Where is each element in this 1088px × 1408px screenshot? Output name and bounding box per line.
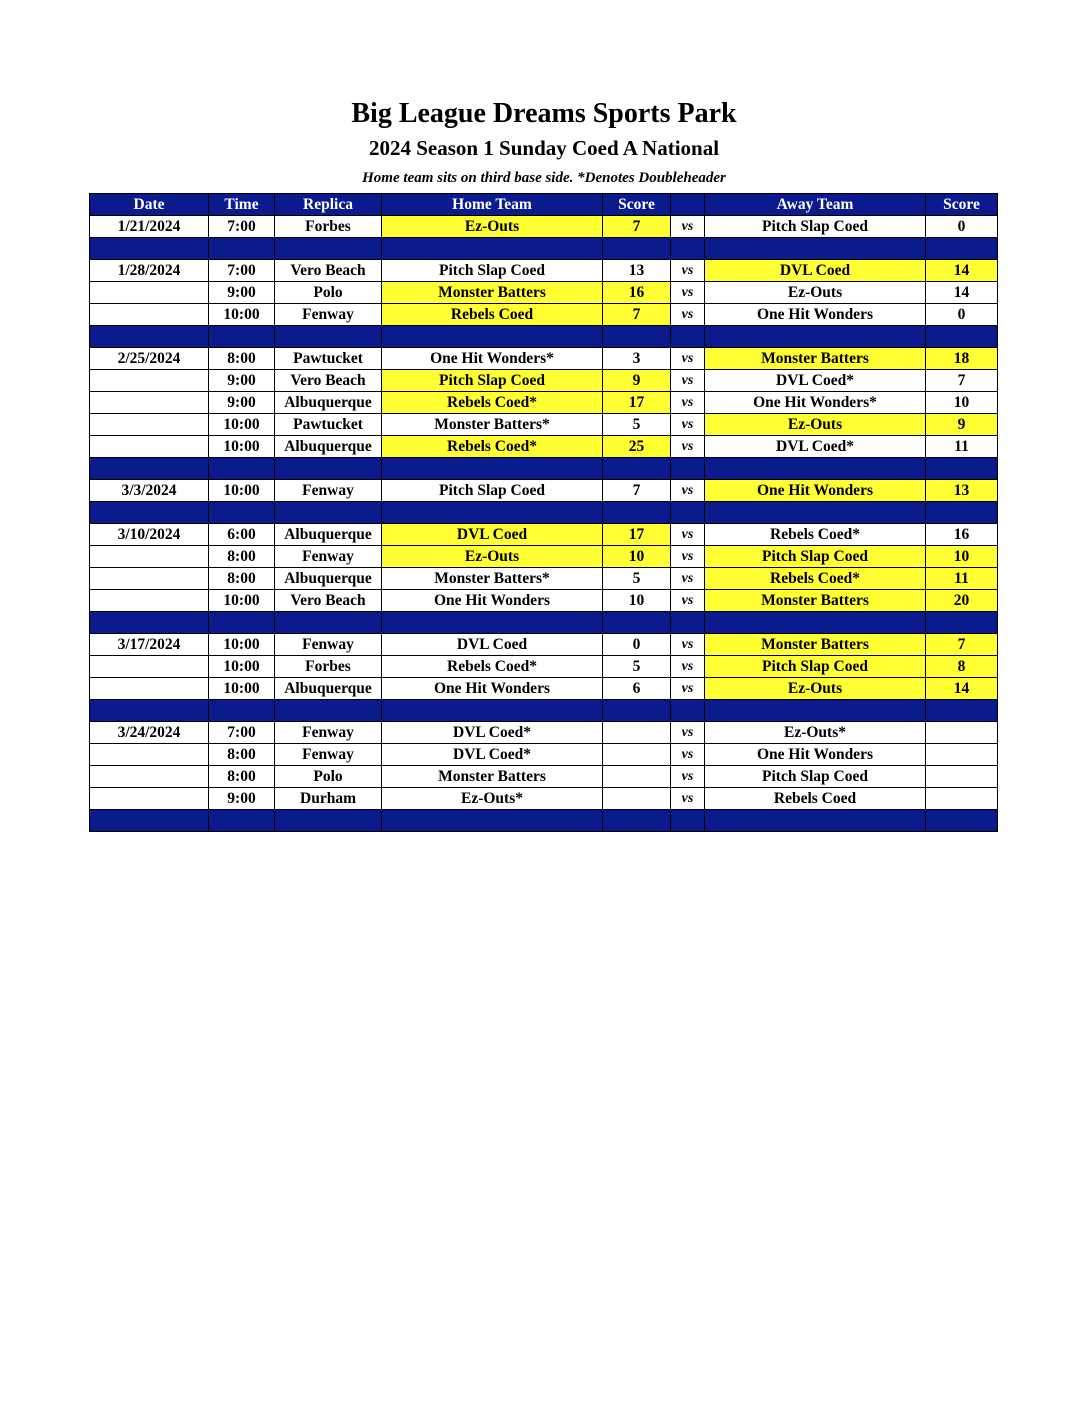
spacer-cell [275,502,382,524]
vs-cell: vs [671,216,705,238]
page-title: Big League Dreams Sports Park [351,98,737,129]
vs-cell: vs [671,590,705,612]
time-cell: 8:00 [209,744,275,766]
away-score-cell [926,722,998,744]
spacer-cell [382,326,603,348]
vs-cell: vs [671,480,705,502]
spacer-cell [603,700,671,722]
spacer-cell [603,612,671,634]
table-row [90,568,998,590]
time-cell: 7:00 [209,722,275,744]
col-header-replica: Replica [275,194,382,216]
time-cell: 7:00 [209,260,275,282]
time-cell: 10:00 [209,436,275,458]
date-cell [90,656,209,678]
page-subtitle: 2024 Season 1 Sunday Coed A National [368,136,720,160]
away-team-cell: DVL Coed* [705,436,926,458]
replica-cell: Pawtucket [275,414,382,436]
home-score-cell: 7 [603,216,671,238]
vs-cell: vs [671,304,705,326]
spacer-cell [382,238,603,260]
away-score-cell: 10 [926,546,998,568]
spacer-cell [275,458,382,480]
time-cell: 8:00 [209,546,275,568]
table-row [90,722,998,744]
home-score-cell: 25 [603,436,671,458]
date-cell: 3/17/2024 [90,634,209,656]
away-score-cell: 0 [926,304,998,326]
date-cell [90,546,209,568]
schedule-body [90,216,998,832]
date-cell [90,436,209,458]
spacer-row [90,238,998,260]
away-score-cell [926,744,998,766]
vs-cell: vs [671,788,705,810]
replica-cell: Pawtucket [275,348,382,370]
spacer-cell [671,326,705,348]
time-cell: 7:00 [209,216,275,238]
date-cell [90,568,209,590]
spacer-cell [926,612,998,634]
replica-cell: Fenway [275,480,382,502]
away-score-cell: 14 [926,260,998,282]
away-team-cell: Pitch Slap Coed [705,766,926,788]
home-score-cell: 10 [603,590,671,612]
time-cell: 10:00 [209,414,275,436]
home-team-cell: Monster Batters [382,766,603,788]
away-team-cell: DVL Coed* [705,370,926,392]
home-score-cell: 3 [603,348,671,370]
spacer-cell [671,502,705,524]
away-score-cell: 14 [926,678,998,700]
date-cell: 1/21/2024 [90,216,209,238]
home-score-cell: 13 [603,260,671,282]
spacer-row [90,700,998,722]
spacer-cell [705,700,926,722]
table-row [90,524,998,546]
home-team-cell: One Hit Wonders [382,590,603,612]
away-team-cell: Pitch Slap Coed [705,216,926,238]
home-team-cell: Rebels Coed [382,304,603,326]
spacer-cell [705,458,926,480]
away-team-cell: Monster Batters [705,348,926,370]
table-header-row [90,194,998,216]
spacer-cell [926,458,998,480]
spacer-cell [671,458,705,480]
home-team-cell: Monster Batters [382,282,603,304]
replica-cell: Fenway [275,304,382,326]
away-team-cell: DVL Coed [705,260,926,282]
home-score-cell: 7 [603,480,671,502]
table-row [90,414,998,436]
table-row [90,392,998,414]
col-header-date: Date [90,194,209,216]
col-header-away-score: Score [926,194,998,216]
vs-cell: vs [671,392,705,414]
spacer-cell [209,326,275,348]
spacer-cell [209,612,275,634]
away-score-cell: 7 [926,634,998,656]
home-team-cell: Rebels Coed* [382,392,603,414]
spacer-cell [603,502,671,524]
away-score-cell [926,788,998,810]
home-team-cell: Rebels Coed* [382,656,603,678]
table-row [90,634,998,656]
replica-cell: Albuquerque [275,678,382,700]
home-score-cell: 17 [603,392,671,414]
table-row [90,656,998,678]
home-score-cell: 9 [603,370,671,392]
date-cell [90,744,209,766]
away-score-cell [926,766,998,788]
spacer-cell [209,502,275,524]
spacer-cell [926,810,998,832]
home-score-cell: 10 [603,546,671,568]
spacer-cell [382,502,603,524]
replica-cell: Albuquerque [275,524,382,546]
spacer-cell [90,458,209,480]
col-header-time: Time [209,194,275,216]
home-score-cell [603,788,671,810]
vs-cell: vs [671,370,705,392]
away-team-cell: One Hit Wonders [705,304,926,326]
spacer-cell [275,612,382,634]
vs-cell: vs [671,678,705,700]
home-score-cell: 5 [603,656,671,678]
table-row [90,370,998,392]
replica-cell: Albuquerque [275,568,382,590]
vs-cell: vs [671,766,705,788]
vs-cell: vs [671,568,705,590]
away-score-cell: 11 [926,436,998,458]
col-header-home-score: Score [603,194,671,216]
replica-cell: Fenway [275,634,382,656]
replica-cell: Albuquerque [275,392,382,414]
spacer-row [90,810,998,832]
date-cell: 3/3/2024 [90,480,209,502]
date-cell [90,392,209,414]
home-score-cell: 17 [603,524,671,546]
col-header-away-team: Away Team [705,194,926,216]
spacer-cell [671,700,705,722]
table-row [90,678,998,700]
home-team-cell: One Hit Wonders [382,678,603,700]
spacer-cell [705,238,926,260]
time-cell: 8:00 [209,766,275,788]
spacer-cell [603,810,671,832]
away-team-cell: Ez-Outs* [705,722,926,744]
vs-cell: vs [671,656,705,678]
replica-cell: Polo [275,766,382,788]
home-score-cell: 7 [603,304,671,326]
away-score-cell: 7 [926,370,998,392]
replica-cell: Durham [275,788,382,810]
spacer-cell [90,612,209,634]
spacer-cell [90,326,209,348]
table-row [90,304,998,326]
away-score-cell: 16 [926,524,998,546]
spacer-cell [603,458,671,480]
schedule-table [89,193,998,832]
home-score-cell [603,744,671,766]
spacer-cell [90,700,209,722]
date-cell: 1/28/2024 [90,260,209,282]
time-cell: 9:00 [209,282,275,304]
vs-cell: vs [671,436,705,458]
away-team-cell: Ez-Outs [705,414,926,436]
spacer-cell [705,810,926,832]
home-team-cell: Rebels Coed* [382,436,603,458]
away-score-cell: 18 [926,348,998,370]
replica-cell: Polo [275,282,382,304]
time-cell: 10:00 [209,590,275,612]
time-cell: 8:00 [209,568,275,590]
replica-cell: Fenway [275,744,382,766]
away-team-cell: One Hit Wonders [705,480,926,502]
spacer-row [90,612,998,634]
replica-cell: Vero Beach [275,590,382,612]
away-team-cell: Pitch Slap Coed [705,656,926,678]
table-row [90,260,998,282]
spacer-cell [275,700,382,722]
home-team-cell: Pitch Slap Coed [382,260,603,282]
date-cell [90,414,209,436]
home-team-cell: Pitch Slap Coed [382,480,603,502]
spacer-cell [382,810,603,832]
replica-cell: Forbes [275,656,382,678]
spacer-cell [209,810,275,832]
replica-cell: Vero Beach [275,370,382,392]
vs-cell: vs [671,744,705,766]
away-score-cell: 9 [926,414,998,436]
spacer-cell [705,326,926,348]
away-score-cell: 11 [926,568,998,590]
spacer-cell [275,238,382,260]
date-cell [90,590,209,612]
away-score-cell: 0 [926,216,998,238]
spacer-row [90,326,998,348]
home-team-cell: Ez-Outs [382,216,603,238]
away-score-cell: 20 [926,590,998,612]
vs-cell: vs [671,260,705,282]
home-team-cell: Monster Batters* [382,414,603,436]
vs-cell: vs [671,546,705,568]
date-cell: 3/24/2024 [90,722,209,744]
away-team-cell: Rebels Coed* [705,524,926,546]
col-header-home-team: Home Team [382,194,603,216]
vs-cell: vs [671,282,705,304]
time-cell: 6:00 [209,524,275,546]
table-row [90,744,998,766]
away-team-cell: Rebels Coed* [705,568,926,590]
away-score-cell: 10 [926,392,998,414]
spacer-cell: Score [926,700,998,722]
doubleheader-note: Home team sits on third base side. *Denotes Doubleheader [362,170,726,186]
date-cell [90,282,209,304]
away-team-cell: Ez-Outs [705,678,926,700]
home-team-cell: DVL Coed [382,524,603,546]
away-team-cell: Monster Batters [705,590,926,612]
away-score-cell: 8 [926,656,998,678]
spacer-cell [382,458,603,480]
time-cell: 10:00 [209,678,275,700]
away-team-cell: Rebels Coed [705,788,926,810]
home-team-cell: Pitch Slap Coed [382,370,603,392]
away-team-cell: One Hit Wonders* [705,392,926,414]
time-cell: 8:00 [209,348,275,370]
table-row [90,436,998,458]
home-team-cell: DVL Coed [382,634,603,656]
replica-cell: Albuquerque [275,436,382,458]
spacer-cell [926,238,998,260]
away-team-cell: Ez-Outs [705,282,926,304]
home-score-cell [603,766,671,788]
replica-cell: Forbes [275,216,382,238]
time-cell: 10:00 [209,304,275,326]
table-row [90,348,998,370]
spacer-cell [209,458,275,480]
spacer-cell [671,810,705,832]
replica-cell: Vero Beach [275,260,382,282]
spacer-cell [603,326,671,348]
home-score-cell: 6 [603,678,671,700]
spacer-cell [926,502,998,524]
spacer-cell [90,502,209,524]
home-score-cell: 5 [603,568,671,590]
home-team-cell: One Hit Wonders* [382,348,603,370]
spacer-row [90,458,998,480]
away-team-cell: One Hit Wonders [705,744,926,766]
home-team-cell: DVL Coed* [382,744,603,766]
replica-cell: Fenway [275,546,382,568]
spacer-cell [705,612,926,634]
home-team-cell: DVL Coed* [382,722,603,744]
date-cell: 2/25/2024 [90,348,209,370]
spacer-cell [382,700,603,722]
date-cell [90,370,209,392]
home-score-cell: 16 [603,282,671,304]
date-cell [90,766,209,788]
time-cell: 9:00 [209,392,275,414]
date-cell: 3/10/2024 [90,524,209,546]
spacer-cell [90,238,209,260]
table-row [90,590,998,612]
spacer-cell [671,238,705,260]
vs-cell: vs [671,634,705,656]
vs-cell: vs [671,348,705,370]
vs-cell: vs [671,414,705,436]
time-cell: 10:00 [209,480,275,502]
table-row [90,766,998,788]
date-cell [90,304,209,326]
home-score-cell: 5 [603,414,671,436]
spacer-cell [275,810,382,832]
spacer-row [90,502,998,524]
table-row [90,282,998,304]
spacer-cell [90,810,209,832]
home-score-cell: 0 [603,634,671,656]
vs-cell: vs [671,722,705,744]
vs-cell: vs [671,524,705,546]
spacer-cell [603,238,671,260]
away-team-cell: Monster Batters [705,634,926,656]
home-team-cell: Monster Batters* [382,568,603,590]
date-cell [90,788,209,810]
table-row [90,546,998,568]
spacer-cell [705,502,926,524]
time-cell: 9:00 [209,370,275,392]
home-team-cell: Ez-Outs [382,546,603,568]
col-header-vs [671,194,705,216]
home-team-cell: Ez-Outs* [382,788,603,810]
table-row [90,788,998,810]
away-score-cell: 13 [926,480,998,502]
away-team-cell: Pitch Slap Coed [705,546,926,568]
spacer-cell [275,326,382,348]
spacer-cell [209,238,275,260]
date-cell [90,678,209,700]
home-score-cell [603,722,671,744]
time-cell: 10:00 [209,656,275,678]
spacer-cell [382,612,603,634]
time-cell: 9:00 [209,788,275,810]
table-row [90,480,998,502]
replica-cell: Fenway [275,722,382,744]
table-row [90,216,998,238]
time-cell: 10:00 [209,634,275,656]
spacer-cell [209,700,275,722]
spacer-cell [926,326,998,348]
spacer-cell [671,612,705,634]
away-score-cell: 14 [926,282,998,304]
